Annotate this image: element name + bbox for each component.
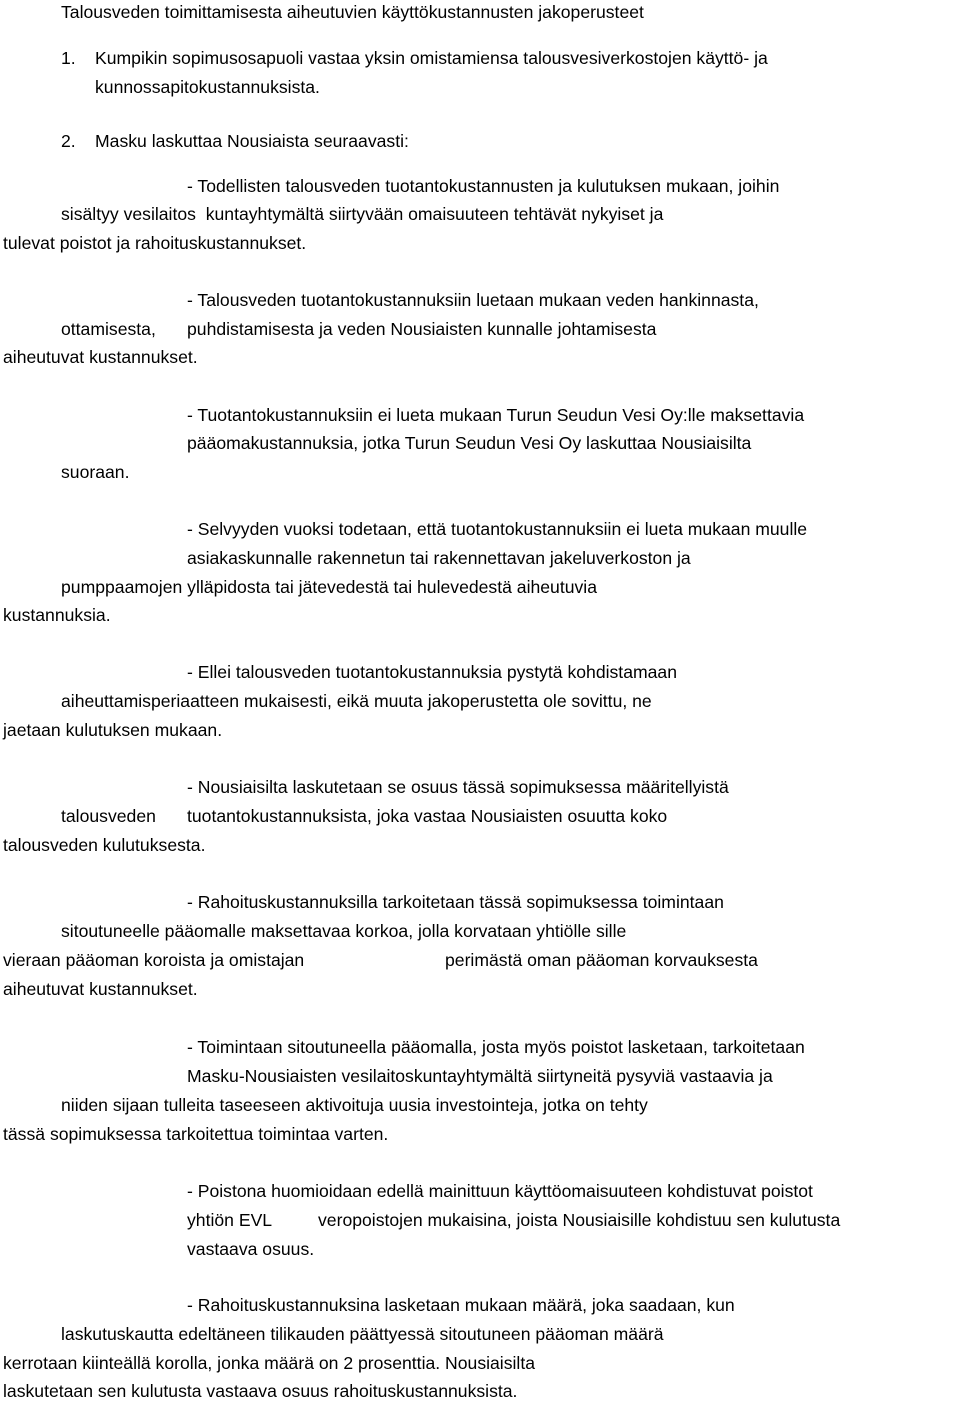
paragraph-line: - Ellei talousveden tuotantokustannuksia pystytä kohdistamaan: [187, 662, 677, 682]
paragraph-line: - Rahoituskustannuksina lasketaan mukaan määrä, joka saadaan, kun: [187, 1295, 735, 1315]
paragraph-line: talousveden kulutuksesta.: [3, 835, 206, 855]
paragraph-line: laskutuskautta edeltäneen tilikauden päättyessä sitoutuneen pääoman määrä: [61, 1324, 664, 1344]
paragraph-line: veropoistojen mukaisina, joista Nousiaisille kohdistuu sen kulutusta: [318, 1210, 841, 1230]
paragraph-line: tulevat poistot ja rahoituskustannukset.: [3, 233, 307, 253]
paragraph-line: Masku-Nousiaisten vesilaitoskuntayhtymältä siirtyneitä pysyviä vastaavia ja: [187, 1066, 773, 1086]
paragraph-line: vieraan pääoman koroista ja omistajan: [3, 950, 305, 970]
paragraph-line: asiakaskunnalle rakennetun tai rakennettavan jakeluverkoston ja: [187, 548, 691, 568]
item-1-number: 1.: [61, 48, 76, 68]
paragraph-line: - Selvyyden vuoksi todetaan, että tuotantokustannuksiin ei lueta mukaan muulle: [187, 519, 808, 539]
paragraph-line: - Tuotantokustannuksiin ei lueta mukaan Turun Seudun Vesi Oy:lle maksettavia: [187, 405, 805, 425]
item-1-line: Kumpikin sopimusosapuoli vastaa yksin omistamiensa talousvesiverkostojen käyttö- ja: [95, 48, 768, 68]
paragraph-line: aiheutuvat kustannukset.: [3, 347, 198, 367]
paragraph-line: pumppaamojen ylläpidosta tai jätevedestä tai hulevedestä aiheutuvia: [61, 577, 597, 597]
paragraph-line: kustannuksia.: [3, 605, 111, 625]
paragraph-line: perimästä oman pääoman korvauksesta: [445, 950, 758, 970]
item-2-line: Masku laskuttaa Nousiaista seuraavasti:: [95, 131, 409, 151]
paragraph-line: kerrotaan kiinteällä korolla, jonka määrä on 2 prosenttia. Nousiaisilta: [3, 1353, 536, 1373]
paragraph-line: vastaava osuus.: [187, 1239, 315, 1259]
paragraph-line: pääomakustannuksia, jotka Turun Seudun Vesi Oy laskuttaa Nousiaisilta: [187, 433, 752, 453]
paragraph-line: talousveden: [61, 806, 156, 826]
paragraph-line: - Toimintaan sitoutuneella pääomalla, josta myös poistot lasketaan, tarkoitetaan: [187, 1037, 805, 1057]
paragraph-line: laskutetaan sen kulutusta vastaava osuus rahoituskustannuksista.: [3, 1381, 518, 1401]
paragraph-line: - Nousiaisilta laskutetaan se osuus tässä sopimuksessa määritellyistä: [187, 777, 729, 797]
document-title: Talousveden toimittamisesta aiheutuvien käyttökustannusten jakoperusteet: [61, 2, 644, 22]
paragraph-line: - Talousveden tuotantokustannuksiin luetaan mukaan veden hankinnasta,: [187, 290, 759, 310]
paragraph-line: tuotantokustannuksista, joka vastaa Nousiaisten osuutta koko: [187, 806, 668, 826]
paragraph-line: - Poistona huomioidaan edellä mainittuun käyttöomaisuuteen kohdistuvat poistot: [187, 1181, 813, 1201]
paragraph-line: - Rahoituskustannuksilla tarkoitetaan tässä sopimuksessa toimintaan: [187, 892, 724, 912]
paragraph-line: niiden sijaan tulleita taseeseen aktivoituja uusia investointeja, jotka on tehty: [61, 1095, 648, 1115]
paragraph-line: suoraan.: [61, 462, 130, 482]
paragraph-line: puhdistamisesta ja veden Nousiaisten kunnalle johtamisesta: [187, 319, 657, 339]
paragraph-line: - Todellisten talousveden tuotantokustannusten ja kulutuksen mukaan, joihin: [187, 176, 780, 196]
item-2-number: 2.: [61, 131, 76, 151]
paragraph-line: yhtiön EVL: [187, 1210, 273, 1230]
paragraph-line: jaetaan kulutuksen mukaan.: [3, 720, 223, 740]
paragraph-line: ottamisesta,: [61, 319, 156, 339]
paragraph-line: sisältyy vesilaitos kuntayhtymältä siirtyvään omaisuuteen tehtävät nykyiset ja: [61, 204, 664, 224]
paragraph-line: sitoutuneelle pääomalle maksettavaa korkoa, jolla korvataan yhtiölle sille: [61, 921, 627, 941]
paragraph-line: aiheutuvat kustannukset.: [3, 979, 198, 999]
paragraph-line: aiheuttamisperiaatteen mukaisesti, eikä muuta jakoperustetta ole sovittu, ne: [61, 691, 652, 711]
item-1-line: kunnossapitokustannuksista.: [95, 77, 320, 97]
paragraph-line: tässä sopimuksessa tarkoitettua toimintaa varten.: [3, 1124, 389, 1144]
